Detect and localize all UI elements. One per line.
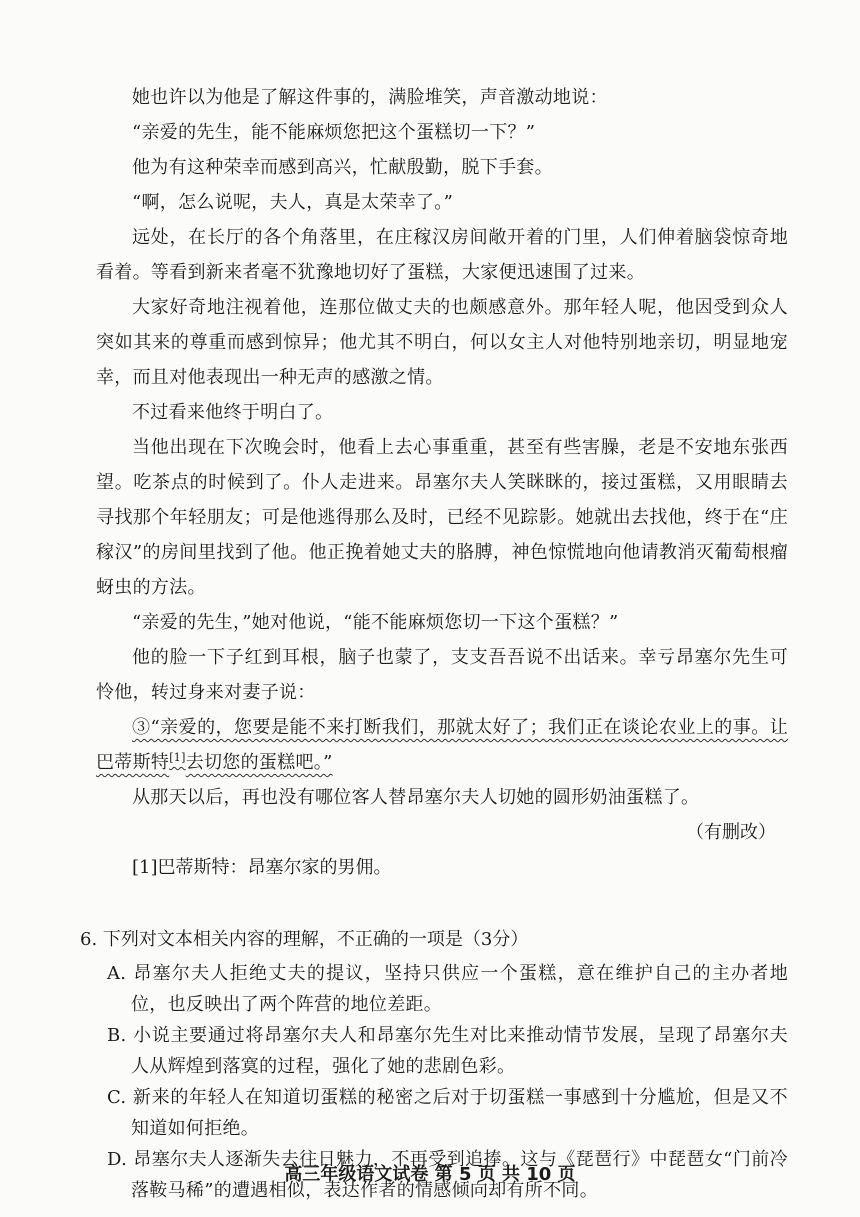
option-d: D. 昂塞尔夫人逐渐失去往日魅力，不再受到追捧。这与《琵琶行》中琵琶女“门前冷落鞍马稀”的遭遇相似，表达作者的情感倾向却有所不同。 [107,1149,788,1201]
question-stem: 6. 下列对文本相关内容的理解，不正确的一项是（3分） [80,929,529,950]
paragraph: 她也许以为他是了解这件事的，满脸堆笑，声音激动地说： [132,87,608,108]
wavy-underlined-text: 去切您的蛋糕吧。” [185,752,333,773]
paragraph: 他的脸一下子红到耳根，脑子也蒙了，支支吾吾说不出话来。幸亏昂塞尔先生可怜他，转过身来对妻子说： [96,647,788,703]
option-c: C. 新来的年轻人在知道切蛋糕的秘密之后对于切蛋糕一事感到十分尴尬，但是又不知道如何拒绝。 [107,1087,788,1139]
footnote-marker: [1] [169,751,186,764]
underlined-sentence-3 [96,710,788,780]
paragraph: 不过看来他终于明白了。 [132,402,334,423]
page-footer: 高三年级语文试卷 第 5 页 共 10 页 [284,1164,576,1185]
footnote: [1]巴蒂斯特：昂塞尔家的男佣。 [132,857,392,878]
paragraph: “亲爱的先生，能不能麻烦您把这个蛋糕切一下？” [132,122,536,143]
wavy-underlined-text: ③“亲爱的，您要是能不来打断我们，那就太好了；我们正在谈论农业上的事。让巴蒂斯特 [96,717,788,773]
paragraph: 大家好奇地注视着他，连那位做丈夫的也颇感意外。那年轻人呢，他因受到众人突如其来的尊重而感到惊异；他尤其不明白，何以女主人对他特别地亲切，明显地宠幸，而且对他表现出一种无声的感激之情。 [96,297,788,388]
source-note: （有删改） [686,822,776,843]
paragraph: 他为有这种荣幸而感到高兴，忙献殷勤，脱下手套。 [132,157,553,178]
paragraph: 从那天以后，再也没有哪位客人替昂塞尔夫人切她的圆形奶油蛋糕了。 [132,787,700,808]
paragraph: “亲爱的先生，”她对他说，“能不能麻烦您切一下这个蛋糕？” [132,612,619,633]
paragraph: 当他出现在下次晚会时，他看上去心事重重，甚至有些害臊，老是不安地东张西望。吃茶点的时候到了。仆人走进来。昂塞尔夫人笑眯眯的，接过蛋糕，又用眼睛去寻找那个年轻朋友；可是他逃得那么及时，已经不见踪影。她就出去找他，终于在“庄稼汉”的房间里找到了他。他正挽着她丈夫的胳膊，神色惊慌地向他请教消灭葡萄根瘤蚜虫的方法。 [96,437,788,598]
paragraph: 远处，在长厅的各个角落里，在庄稼汉房间敞开着的门里，人们伸着脑袋惊奇地看着。等看到新来者毫不犹豫地切好了蛋糕，大家便迅速围了过来。 [96,227,788,283]
option-a: A. 昂塞尔夫人拒绝丈夫的提议，坚持只供应一个蛋糕，意在维护自己的主办者地位，也反映出了两个阵营的地位差距。 [107,963,788,1015]
option-b: B. 小说主要通过将昂塞尔夫人和昂塞尔先生对比来推动情节发展，呈现了昂塞尔夫人从辉煌到落寞的过程，强化了她的悲剧色彩。 [107,1025,788,1077]
paragraph: “啊，怎么说呢，夫人，真是太荣幸了。” [132,192,454,213]
